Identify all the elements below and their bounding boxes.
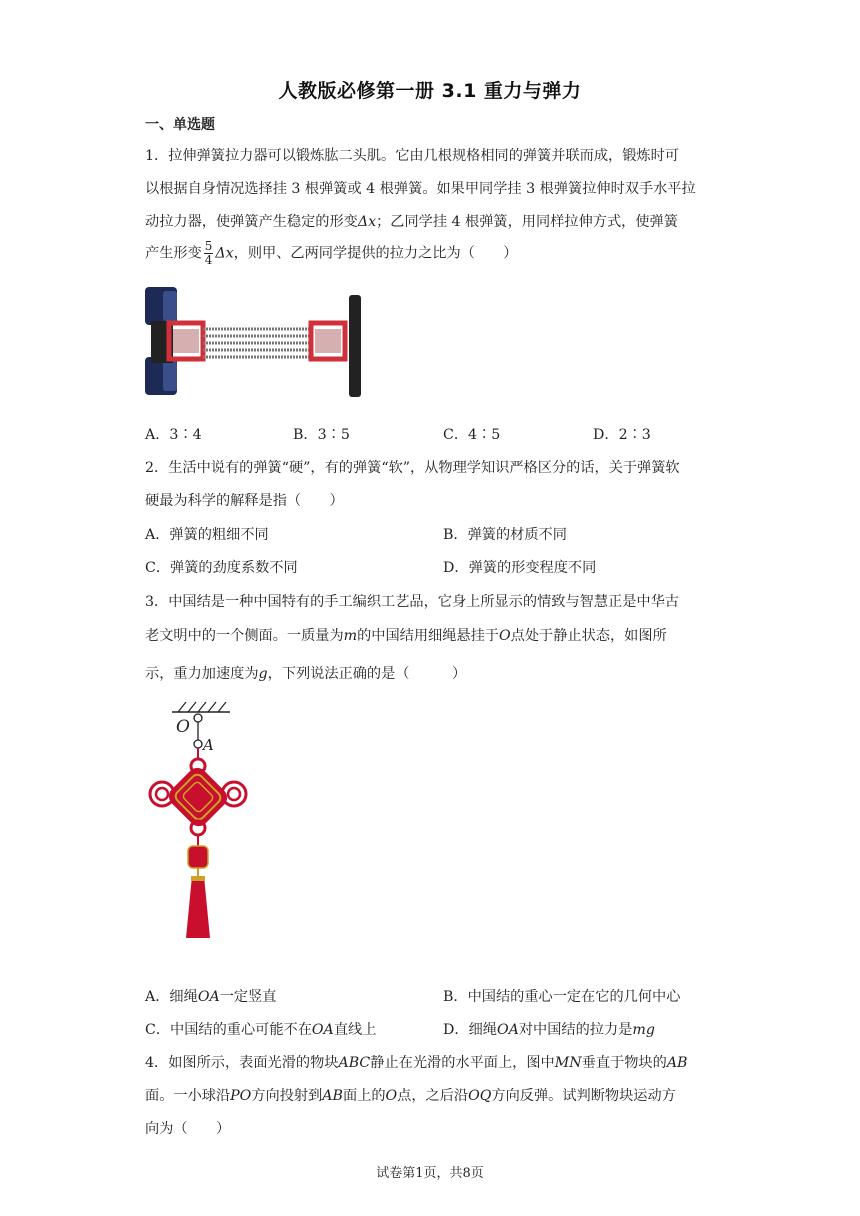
q3-g: g — [258, 666, 268, 682]
q4-line-1a: 4．如图所示，表面光滑的物块 — [145, 1055, 339, 1071]
q4-ABC: ABC — [338, 1055, 371, 1071]
q1-line-4b: ，则甲、乙两同学提供的拉力之比为（ ） — [233, 245, 518, 262]
q3-option-d[interactable] — [443, 1019, 655, 1039]
q2-option-d[interactable]: D．弹簧的形变程度不同 — [443, 560, 597, 576]
q4-line-1 — [145, 1052, 687, 1072]
springs — [203, 329, 311, 357]
q4-line-2e: 方向反弹。试判断物块运动方 — [491, 1088, 676, 1104]
tassel — [186, 876, 210, 938]
q1-frac-den: 4 — [204, 253, 213, 267]
section-heading: 一、单选题 — [145, 117, 215, 133]
q3-line-3 — [145, 663, 466, 683]
hook-A — [194, 740, 202, 748]
q4-line-3: 向为（ ） — [145, 1121, 231, 1137]
q3-line-2c: 点处于静止状态，如图所 — [510, 628, 667, 644]
q2-line-1: 2．生活中说有的弹簧“硬”，有的弹簧“软”，从物理学知识严格区分的话，关于弹簧软 — [145, 460, 680, 476]
label-A: A — [203, 736, 214, 754]
q4-line-2b: 方向投射到 — [251, 1088, 323, 1104]
q3-O: O — [499, 628, 511, 644]
q2-option-b[interactable]: B．弹簧的材质不同 — [443, 527, 567, 543]
page-footer: 试卷第1页，共8页 — [376, 1166, 484, 1181]
q1-line-3a: 动拉力器，使弹簧产生稳定的形变 — [145, 214, 358, 230]
q1-delta-x-2: Δx — [215, 245, 234, 262]
q2-option-c[interactable]: C．弹簧的劲度系数不同 — [145, 560, 298, 576]
q3-optA-a: A．细绳 — [145, 989, 198, 1005]
q1-option-c[interactable]: C．4∶5 — [443, 427, 501, 443]
q3-m: m — [343, 628, 358, 644]
q4-line-1c: 垂直于物块的 — [581, 1055, 667, 1071]
ceiling-hatch — [178, 702, 226, 712]
q4-line-2d: 点，之后沿 — [397, 1088, 469, 1104]
chinese-knot-image — [140, 696, 250, 946]
q1-fraction — [204, 240, 214, 267]
q4-AB-2: AB — [322, 1088, 343, 1104]
q3-line-2a: 老文明中的一个侧面。一质量为 — [145, 628, 344, 644]
q1-frac-num: 5 — [204, 239, 213, 253]
q4-MN: MN — [554, 1055, 582, 1071]
q4-AB: AB — [666, 1055, 688, 1071]
q2-line-2: 硬最为科学的解释是指（ ） — [145, 493, 344, 509]
q1-option-b[interactable]: B．3∶5 — [293, 427, 350, 443]
q3-optC-a: C．中国结的重心可能不在 — [145, 1022, 312, 1038]
q3-optD-mg: mg — [632, 1022, 655, 1038]
q3-line-1: 3．中国结是一种中国特有的手工编织工艺品，它身上所显示的情致与智慧正是中华古 — [145, 594, 679, 610]
q1-line-2: 以根据自身情况选择挂 3 根弹簧或 4 根弹簧。如果甲同学挂 3 根弹簧拉伸时双手水平拉 — [145, 181, 696, 197]
q1-option-d[interactable]: D．2∶3 — [593, 427, 651, 443]
q1-line-3 — [145, 211, 678, 231]
q4-line-2a: 面。一小球沿 — [145, 1088, 231, 1104]
knot-bead — [188, 846, 208, 868]
q4-OQ: OQ — [468, 1088, 492, 1104]
main-knot — [150, 759, 246, 835]
q3-line-3b: ，下列说法正确的是（ ） — [267, 666, 467, 682]
q1-delta-x: Δx — [357, 214, 377, 230]
hook-O — [194, 714, 202, 722]
q1-line-3b: ；乙同学挂 4 根弹簧，用同样拉伸方式，使弹簧 — [376, 214, 678, 230]
q3-line-3a: 示，重力加速度为 — [145, 666, 259, 682]
q3-optC-b: 直线上 — [333, 1022, 377, 1038]
q1-line-4a: 产生形变 — [145, 245, 202, 262]
q3-option-b[interactable]: B．中国结的重心一定在它的几何中心 — [443, 989, 681, 1005]
q4-line-2c: 面上的 — [342, 1088, 386, 1104]
spring-expander-image — [143, 285, 365, 400]
q3-line-2 — [145, 625, 667, 645]
q2-option-a[interactable]: A．弹簧的粗细不同 — [145, 527, 269, 543]
q4-O: O — [385, 1088, 398, 1104]
q3-optA-b: 一定竖直 — [219, 989, 277, 1005]
right-handle-bar — [349, 295, 361, 397]
q1-option-a[interactable]: A．3∶4 — [145, 427, 202, 443]
q3-optD-OA: OA — [496, 1022, 519, 1038]
q3-option-c[interactable] — [145, 1019, 376, 1039]
q3-optC-OA: OA — [311, 1022, 334, 1038]
q3-optD-a: D．细绳 — [443, 1022, 497, 1038]
q3-optD-b: 对中国结的拉力是 — [518, 1022, 633, 1038]
label-O: O — [176, 717, 190, 737]
q4-PO: PO — [230, 1088, 252, 1104]
q1-line-4 — [145, 240, 517, 267]
q4-line-2 — [145, 1085, 676, 1105]
q1-line-1: 1．拉伸弹簧拉力器可以锻炼肱二头肌。它由几根规格相同的弹簧并联而成，锻炼时可 — [145, 148, 679, 164]
page-title: 人教版必修第一册 3.1 重力与弹力 — [278, 80, 582, 102]
q4-line-1b: 静止在光滑的水平面上，图中 — [370, 1055, 555, 1071]
q3-line-2b: 的中国结用细绳悬挂于 — [357, 628, 499, 644]
q3-option-a[interactable] — [145, 986, 276, 1006]
q3-optA-OA: OA — [197, 989, 220, 1005]
